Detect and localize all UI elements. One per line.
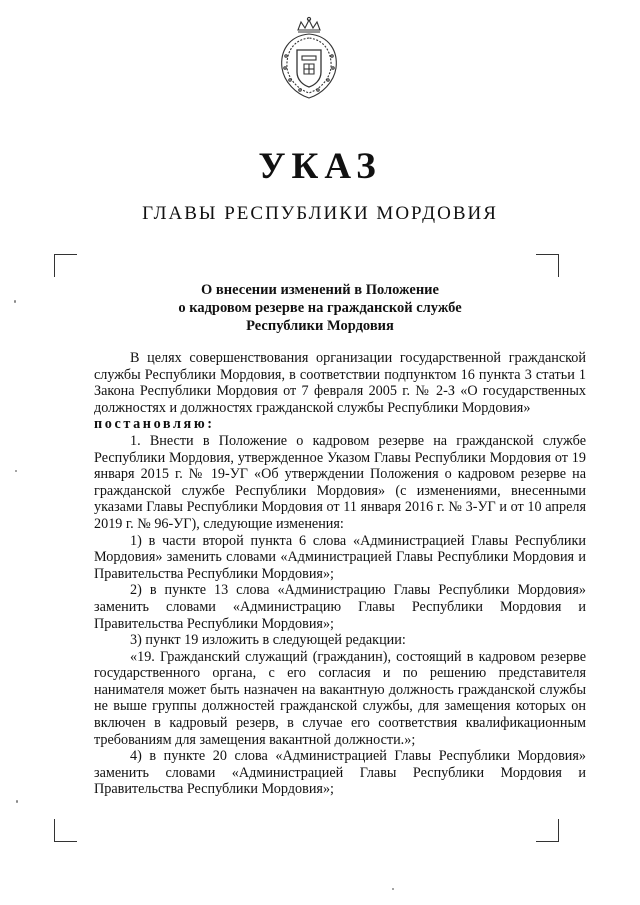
frame-corner-top-right <box>536 254 559 277</box>
item-1-paragraph: 1. Внести в Положение о кадровом резерве на гражданской службе Республики Мордовия, утвержденное Указом Главы Республики Мордовия от 19 января 2015 г. № 19-УГ «Об утверждении Положения о кадровом резерве на гражданской службе Республики Мордовия» (с изменениями, внесенными указами Главы Республики Мордовия от 11 января 2016 г. № 3-УГ и от 10 апреля 2019 г. № 96-УГ), следующие изменения: <box>94 432 586 532</box>
decree-heading-line-2: о кадровом резерве на гражданской службе <box>178 300 462 316</box>
quoted-clause-19-paragraph: «19. Гражданский служащий (гражданин), состоящий в кадровом резерве государственного органа, с его согласия и по решению представителя нанимателя может быть назначен на вакантную должность гражданской службы не выше группы должностей гражданской службы, для замещения которых он включен в кадровый резерв, в случае его соответствия квалификационным требованиям для замещения вакантной должности.»; <box>94 648 586 748</box>
subitem-1-paragraph: 1) в части второй пункта 6 слова «Администрацией Главы Республики Мордовия» заменить словами «Администрацией Главы Республики Мордовия и Правительства Республики Мордовия»; <box>94 532 586 582</box>
decree-body <box>94 350 586 798</box>
scan-speck <box>15 470 17 472</box>
subitem-4-paragraph: 4) в пункте 20 слова «Администрацией Главы Республики Мордовия» заменить словами «Администрацией Главы Республики Мордовия и Правительства Республики Мордовия»; <box>94 748 586 798</box>
decree-heading-line-3: Республики Мордовия <box>246 318 394 334</box>
coat-of-arms-icon <box>276 16 342 102</box>
decree-heading-line-1: О внесении изменений в Положение <box>201 282 439 298</box>
scan-speck <box>16 800 18 803</box>
frame-corner-bottom-right <box>536 819 559 842</box>
document-type-title: УКАЗ <box>258 146 382 187</box>
scan-speck <box>14 300 16 303</box>
frame-corner-top-left <box>54 254 77 277</box>
decree-heading <box>140 281 500 335</box>
issuer-subtitle: ГЛАВЫ РЕСПУБЛИКИ МОРДОВИЯ <box>142 203 498 224</box>
resolution-word: постановляю: <box>94 416 215 433</box>
subitem-2-paragraph: 2) в пункте 13 слова «Администрацию Главы Республики Мордовия» заменить словами «Администрацию Главы Республики Мордовия и Правительства Республики Мордовия»; <box>94 582 586 632</box>
scan-speck <box>392 888 394 890</box>
frame-corner-bottom-left <box>54 819 77 842</box>
preamble-paragraph: В целях совершенствования организации государственной гражданской службы Республики Мордовия, в соответствии подпунктом 16 пункта 3 статьи 1 Закона Республики Мордовия от 7 февраля 2005 г. № 2-З «О государственных должностях и должностях гражданской службы Республики Мордовия» <box>94 350 586 416</box>
subitem-3-paragraph: 3) пункт 19 изложить в следующей редакции: <box>130 632 406 649</box>
